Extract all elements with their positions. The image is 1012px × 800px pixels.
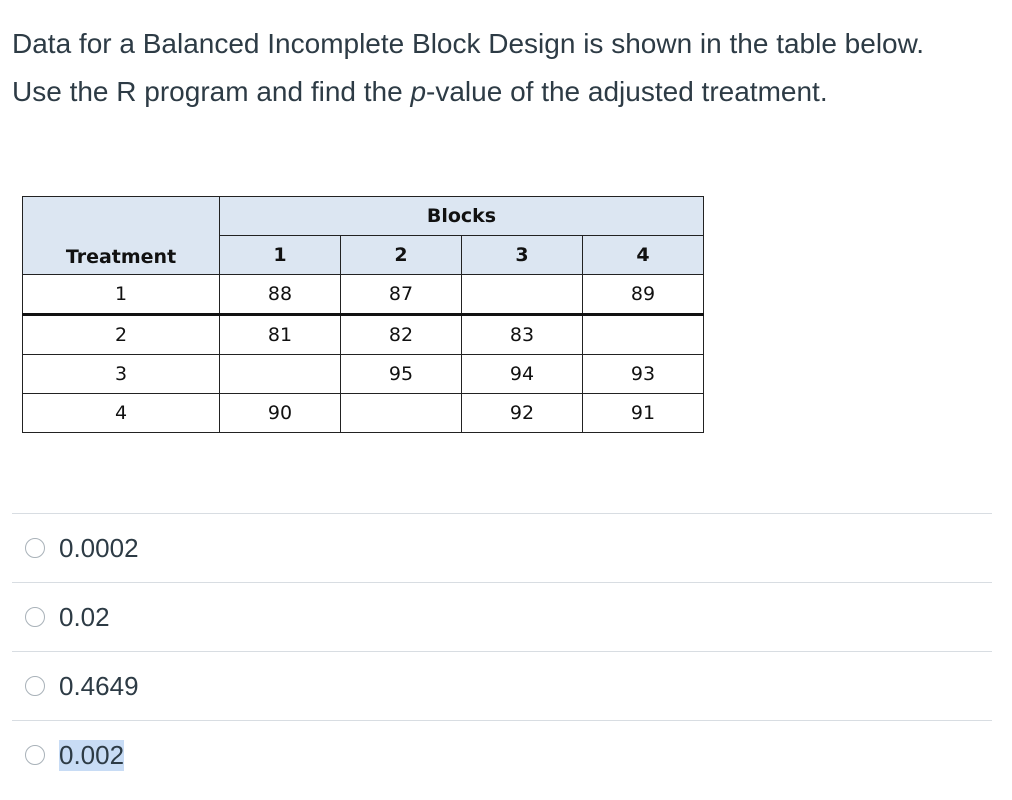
table-cell: 94	[462, 355, 583, 394]
answer-choice-label[interactable]: 0.4649	[59, 670, 139, 701]
treatment-header-cell	[23, 197, 220, 275]
table-cell: 83	[462, 315, 583, 355]
table-cell: 93	[583, 355, 704, 394]
table-cell: 92	[462, 394, 583, 433]
answer-choices	[12, 513, 992, 789]
treatment-header: Treatment	[65, 246, 177, 268]
answer-choice-label[interactable]: 0.002	[59, 739, 125, 770]
question-text-part1: Data for a Balanced Incomplete Block Design is shown in the table below. Use the R program and find the	[12, 28, 925, 107]
table-cell	[462, 275, 583, 315]
radio-button-icon[interactable]	[25, 676, 45, 696]
answer-choice-label[interactable]: 0.0002	[59, 532, 139, 563]
block-header-2: 2	[341, 236, 462, 275]
table-row	[23, 394, 704, 433]
table-row	[23, 275, 704, 315]
treatment-cell: 4	[23, 394, 220, 433]
treatment-cell: 1	[23, 275, 220, 315]
radio-button-icon[interactable]	[25, 745, 45, 765]
table-cell	[220, 355, 341, 394]
table-row	[23, 355, 704, 394]
bibd-data-table	[22, 196, 704, 433]
question-text-italic-p: p	[410, 76, 427, 107]
table-cell: 82	[341, 315, 462, 355]
table-cell	[583, 315, 704, 355]
treatment-cell: 2	[23, 315, 220, 355]
table-cell: 89	[583, 275, 704, 315]
question-text	[12, 20, 972, 116]
block-header-1: 1	[220, 236, 341, 275]
table-cell: 90	[220, 394, 341, 433]
question-text-part2: -value of the adjusted treatment.	[426, 76, 828, 107]
table-cell: 87	[341, 275, 462, 315]
radio-button-icon[interactable]	[25, 538, 45, 558]
table-row	[23, 315, 704, 355]
table-cell: 88	[220, 275, 341, 315]
block-header-4: 4	[583, 236, 704, 275]
table-cell	[341, 394, 462, 433]
answer-choice-2[interactable]	[12, 582, 992, 651]
block-header-3: 3	[462, 236, 583, 275]
blocks-header: Blocks	[220, 197, 704, 236]
table-cell: 81	[220, 315, 341, 355]
table-cell: 91	[583, 394, 704, 433]
table-header-row-blocks	[23, 197, 704, 236]
radio-button-icon[interactable]	[25, 607, 45, 627]
table-cell: 95	[341, 355, 462, 394]
treatment-cell: 3	[23, 355, 220, 394]
answer-choice-label[interactable]: 0.02	[59, 601, 110, 632]
answer-choice-4[interactable]	[12, 720, 992, 789]
answer-choice-1[interactable]	[12, 513, 992, 582]
answer-choice-3[interactable]	[12, 651, 992, 720]
